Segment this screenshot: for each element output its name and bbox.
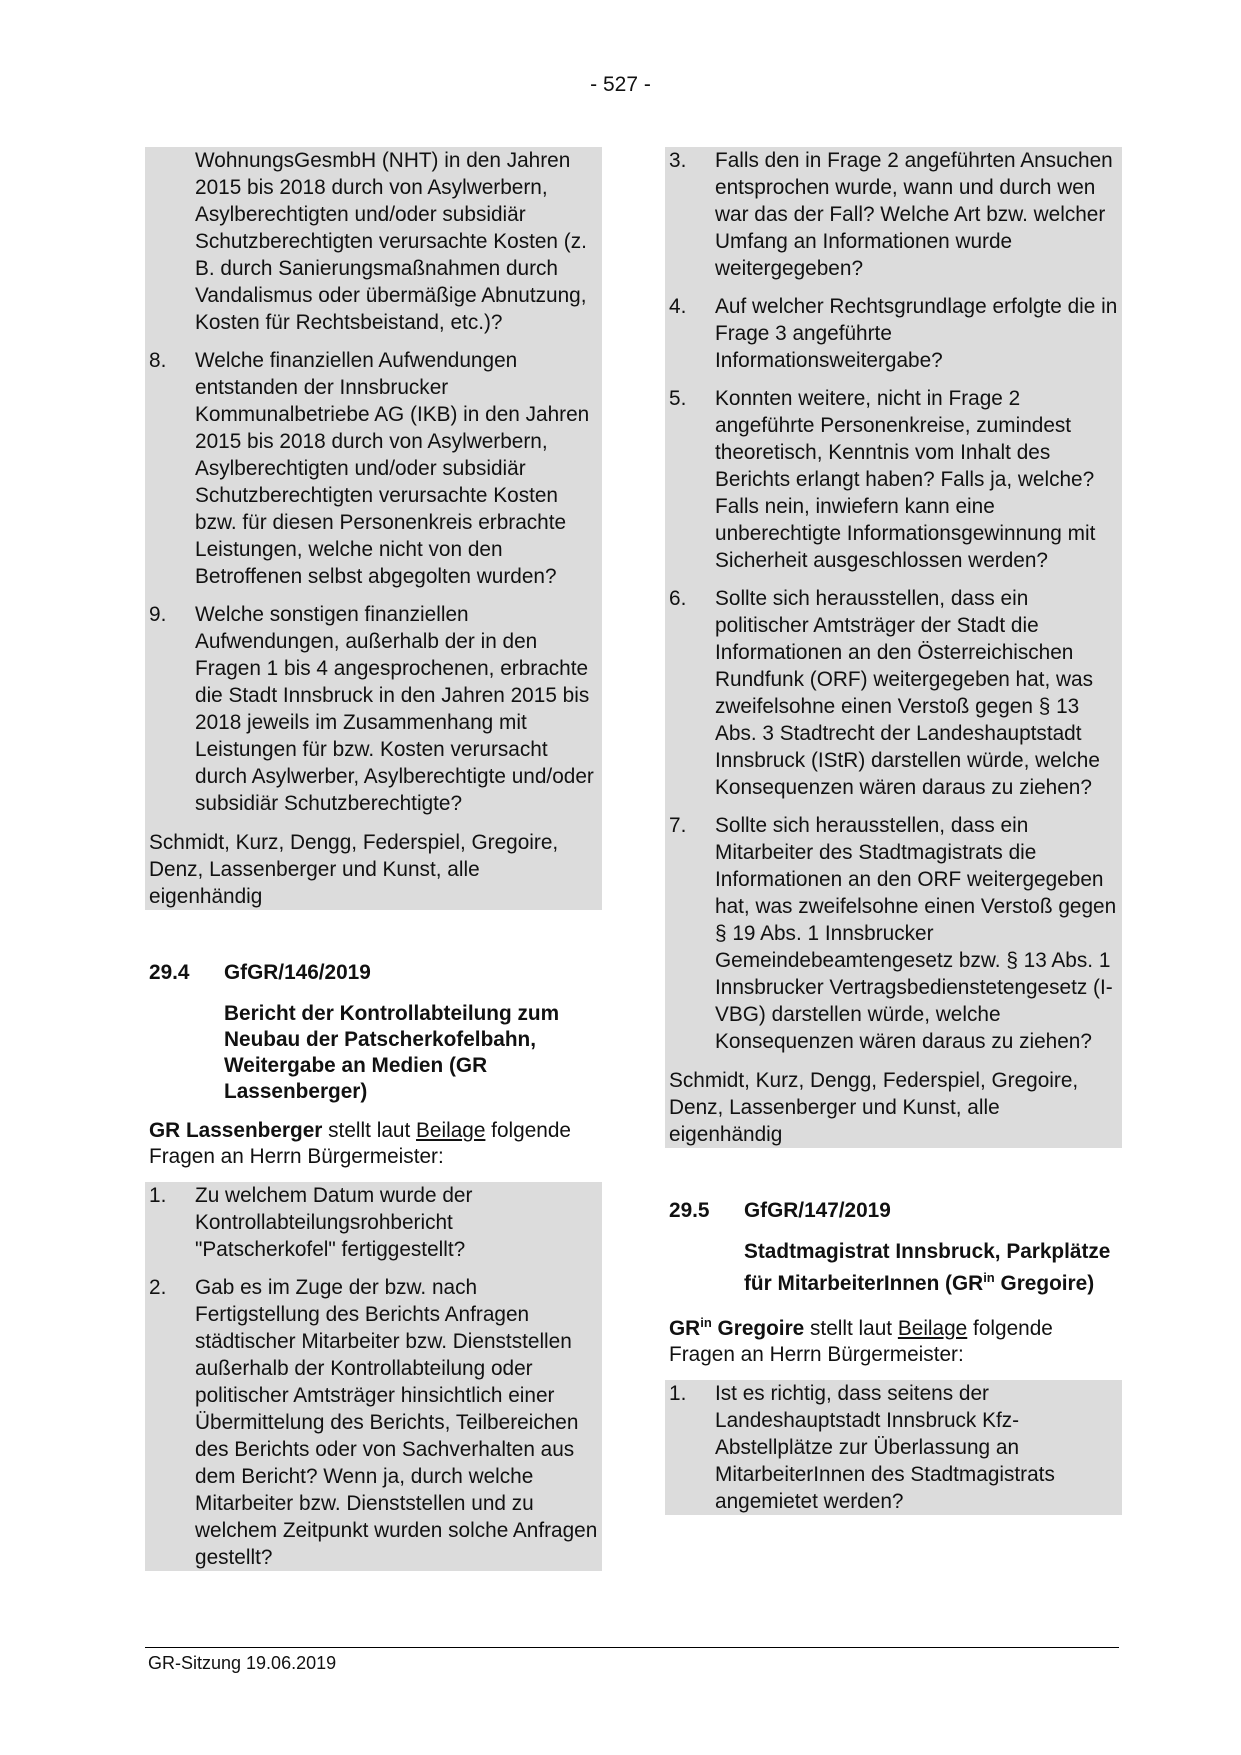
section-29-5 bbox=[665, 1198, 1122, 1515]
item-number: 9. bbox=[149, 603, 167, 626]
list-item bbox=[149, 1182, 598, 1263]
section-title bbox=[665, 1239, 1122, 1297]
item-text: Auf welcher Rechtsgrundlage erfolgte die in Frage 3 angeführte Informationsweitergabe? bbox=[715, 295, 1118, 372]
list-item bbox=[669, 585, 1118, 801]
item-text: Welche sonstigen finanziellen Aufwendungen, außerhalb der in den Fragen 1 bis 4 angesprochenen, erbrachte die Stadt Innsbruck in den Jahren 2015 bis 2018 jeweils im Zusammenhang mit Leistungen für bzw. Kosten verursacht durch Asylwerber, Asylberechtigte und/oder subsidiär Schutzberechtigte? bbox=[195, 603, 594, 815]
title-sup: in bbox=[983, 1270, 995, 1285]
intro-name: Gregoire bbox=[711, 1316, 805, 1340]
item-number: 4. bbox=[669, 295, 687, 318]
beilage-link[interactable]: Beilage bbox=[897, 1316, 968, 1340]
footer-text: GR-Sitzung 19.06.2019 bbox=[148, 1653, 337, 1673]
beilage-link[interactable]: Beilage bbox=[416, 1119, 486, 1142]
item-text: Zu welchem Datum wurde der Kontrollabteilungsrohbericht "Patscherkofel" fertiggestellt? bbox=[195, 1184, 473, 1261]
list-item bbox=[149, 1274, 598, 1571]
item-text: Ist es richtig, dass seitens der Landeshauptstadt Innsbruck Kfz-Abstellplätze zur Überlassung an MitarbeiterInnen des Stadtmagistrats angemietet werden? bbox=[715, 1381, 1055, 1513]
item-number: 3. bbox=[669, 149, 687, 172]
item-text: Welche finanziellen Aufwendungen entstanden der Innsbrucker Kommunalbetriebe AG (IKB) in den Jahren 2015 bis 2018 durch von Asylwerbern, Asylberechtigten und/oder subsidiär Schutzberechtigten verursachte Kosten bzw. für diesen Personenkreis erbrachte Leistungen, welche nicht von den Betroffenen selbst abgegolten wurden? bbox=[195, 349, 590, 588]
section-code: GfGR/146/2019 bbox=[224, 961, 371, 984]
list-item bbox=[149, 601, 598, 817]
item-text: Sollte sich herausstellen, dass ein politischer Amtsträger der Stadt die Informationen an den Österreichischen Rundfunk (ORF) weitergegeben hat, was zweifelsohne einen Verstoß gegen § 13 Abs. 3 Stadtrecht der Landeshauptstadt Innsbruck (IStR) darstellen würde, welche Konsequenzen wären daraus zu ziehen? bbox=[715, 587, 1100, 799]
intro-author: GR Lassenberger bbox=[149, 1119, 323, 1142]
section-header bbox=[145, 960, 602, 986]
page-number: - 527 - bbox=[590, 73, 651, 96]
section-number: 29.5 bbox=[669, 1199, 710, 1222]
intro-author bbox=[669, 1314, 805, 1340]
intro-text: folgende Fragen an Herrn Bürgermeister: bbox=[149, 1119, 571, 1168]
list-item bbox=[669, 293, 1118, 374]
continued-question-text: WohnungsGesmbH (NHT) in den Jahren 2015 bis 2018 durch von Asylwerbern, Asylberechtigten und/oder subsidiär Schutzberechtigten verursachte Kosten (z. B. durch Sanierungsmaßnahmen durch Vandalismus oder übermäßige Abnutzung, Kosten für Rechtsbeistand, etc.)? bbox=[195, 149, 587, 334]
section-header bbox=[665, 1198, 1122, 1224]
item-text: Konnten weitere, nicht in Frage 2 angeführte Personenkreise, zumindest theoretisch, Kenntnis vom Inhalt des Berichts erlangt haben? Falls ja, welche? Falls nein, inwiefern kann eine unberechtigte Informationsgewinnung mit Sicherheit ausgeschlossen werden? bbox=[715, 387, 1096, 572]
item-number: 5. bbox=[669, 387, 687, 410]
question-block bbox=[145, 1182, 602, 1571]
question-block-continued bbox=[145, 147, 602, 910]
title-text: Gregoire) bbox=[994, 1271, 1095, 1295]
item-number: 1. bbox=[669, 1381, 687, 1405]
section-title: Bericht der Kontrollabteilung zum Neubau der Patscherkofelbahn, Weitergabe an Medien (GR Lassenberger) bbox=[224, 1002, 560, 1103]
item-number: 6. bbox=[669, 587, 687, 610]
item-number: 8. bbox=[149, 349, 167, 372]
intro-text: stellt laut bbox=[804, 1316, 898, 1340]
list-item bbox=[669, 385, 1118, 574]
question-block bbox=[665, 1380, 1122, 1515]
section-intro bbox=[665, 1310, 1122, 1368]
left-column bbox=[145, 147, 602, 1571]
item-text: Gab es im Zuge der bzw. nach Fertigstellung des Berichts Anfragen städtischer Mitarbeiter bzw. Dienststellen außerhalb der Kontrollabteilung oder politischer Amtsträger hinsichtlich einer Übermittelung des Berichts, Teilbereichen des Berichts oder von Sachverhalten aus dem Bericht? Wenn ja, durch welche Mitarbeiter bzw. Dienststellen und zu welchem Zeitpunkt wurden solche Anfragen gestellt? bbox=[195, 1276, 598, 1569]
question-block-continued bbox=[665, 147, 1122, 1148]
footer-divider bbox=[145, 1647, 1119, 1648]
list-item bbox=[149, 347, 598, 590]
intro-text: folgende Fragen an Herrn Bürgermeister: bbox=[669, 1316, 1053, 1366]
section-intro bbox=[145, 1118, 602, 1170]
section-code: GfGR/147/2019 bbox=[744, 1199, 891, 1222]
item-number: 1. bbox=[149, 1184, 167, 1207]
item-text: Falls den in Frage 2 angeführten Ansuchen entsprochen wurde, wann und durch wen war das der Fall? Welche Art bzw. welcher Umfang an Informationen wurde weitergegeben? bbox=[715, 149, 1113, 280]
item-number: 2. bbox=[149, 1276, 167, 1299]
signatures: Schmidt, Kurz, Dengg, Federspiel, Gregoire, Denz, Lassenberger und Kunst, alle eigenhändig bbox=[669, 1069, 1079, 1146]
section-29-4 bbox=[145, 960, 602, 1571]
section-number: 29.4 bbox=[149, 961, 190, 984]
list-item bbox=[669, 1380, 1118, 1515]
intro-sup: in bbox=[700, 1314, 712, 1330]
intro-gr: GR bbox=[669, 1316, 701, 1340]
signatures: Schmidt, Kurz, Dengg, Federspiel, Gregoire, Denz, Lassenberger und Kunst, alle eigenhändig bbox=[149, 831, 559, 908]
list-item bbox=[669, 147, 1118, 282]
item-text: Sollte sich herausstellen, dass ein Mitarbeiter des Stadtmagistrats die Informationen an den ORF weitergegeben hat, was zweifelsohne einen Verstoß gegen § 19 Abs. 1 Innsbrucker Gemeindebeamtengesetz bzw. § 13 Abs. 1 Innsbrucker Vertragsbedienstetengesetz (I-VBG) darstellen würde, welche Konsequenzen wären daraus zu ziehen? bbox=[715, 814, 1117, 1053]
item-number: 7. bbox=[669, 814, 687, 837]
title-text: Stadtmagistrat Innsbruck, Parkplätze für MitarbeiterInnen (GR bbox=[744, 1240, 1111, 1295]
right-column bbox=[665, 147, 1122, 1515]
list-item bbox=[669, 812, 1118, 1055]
intro-text: stellt laut bbox=[322, 1119, 417, 1142]
